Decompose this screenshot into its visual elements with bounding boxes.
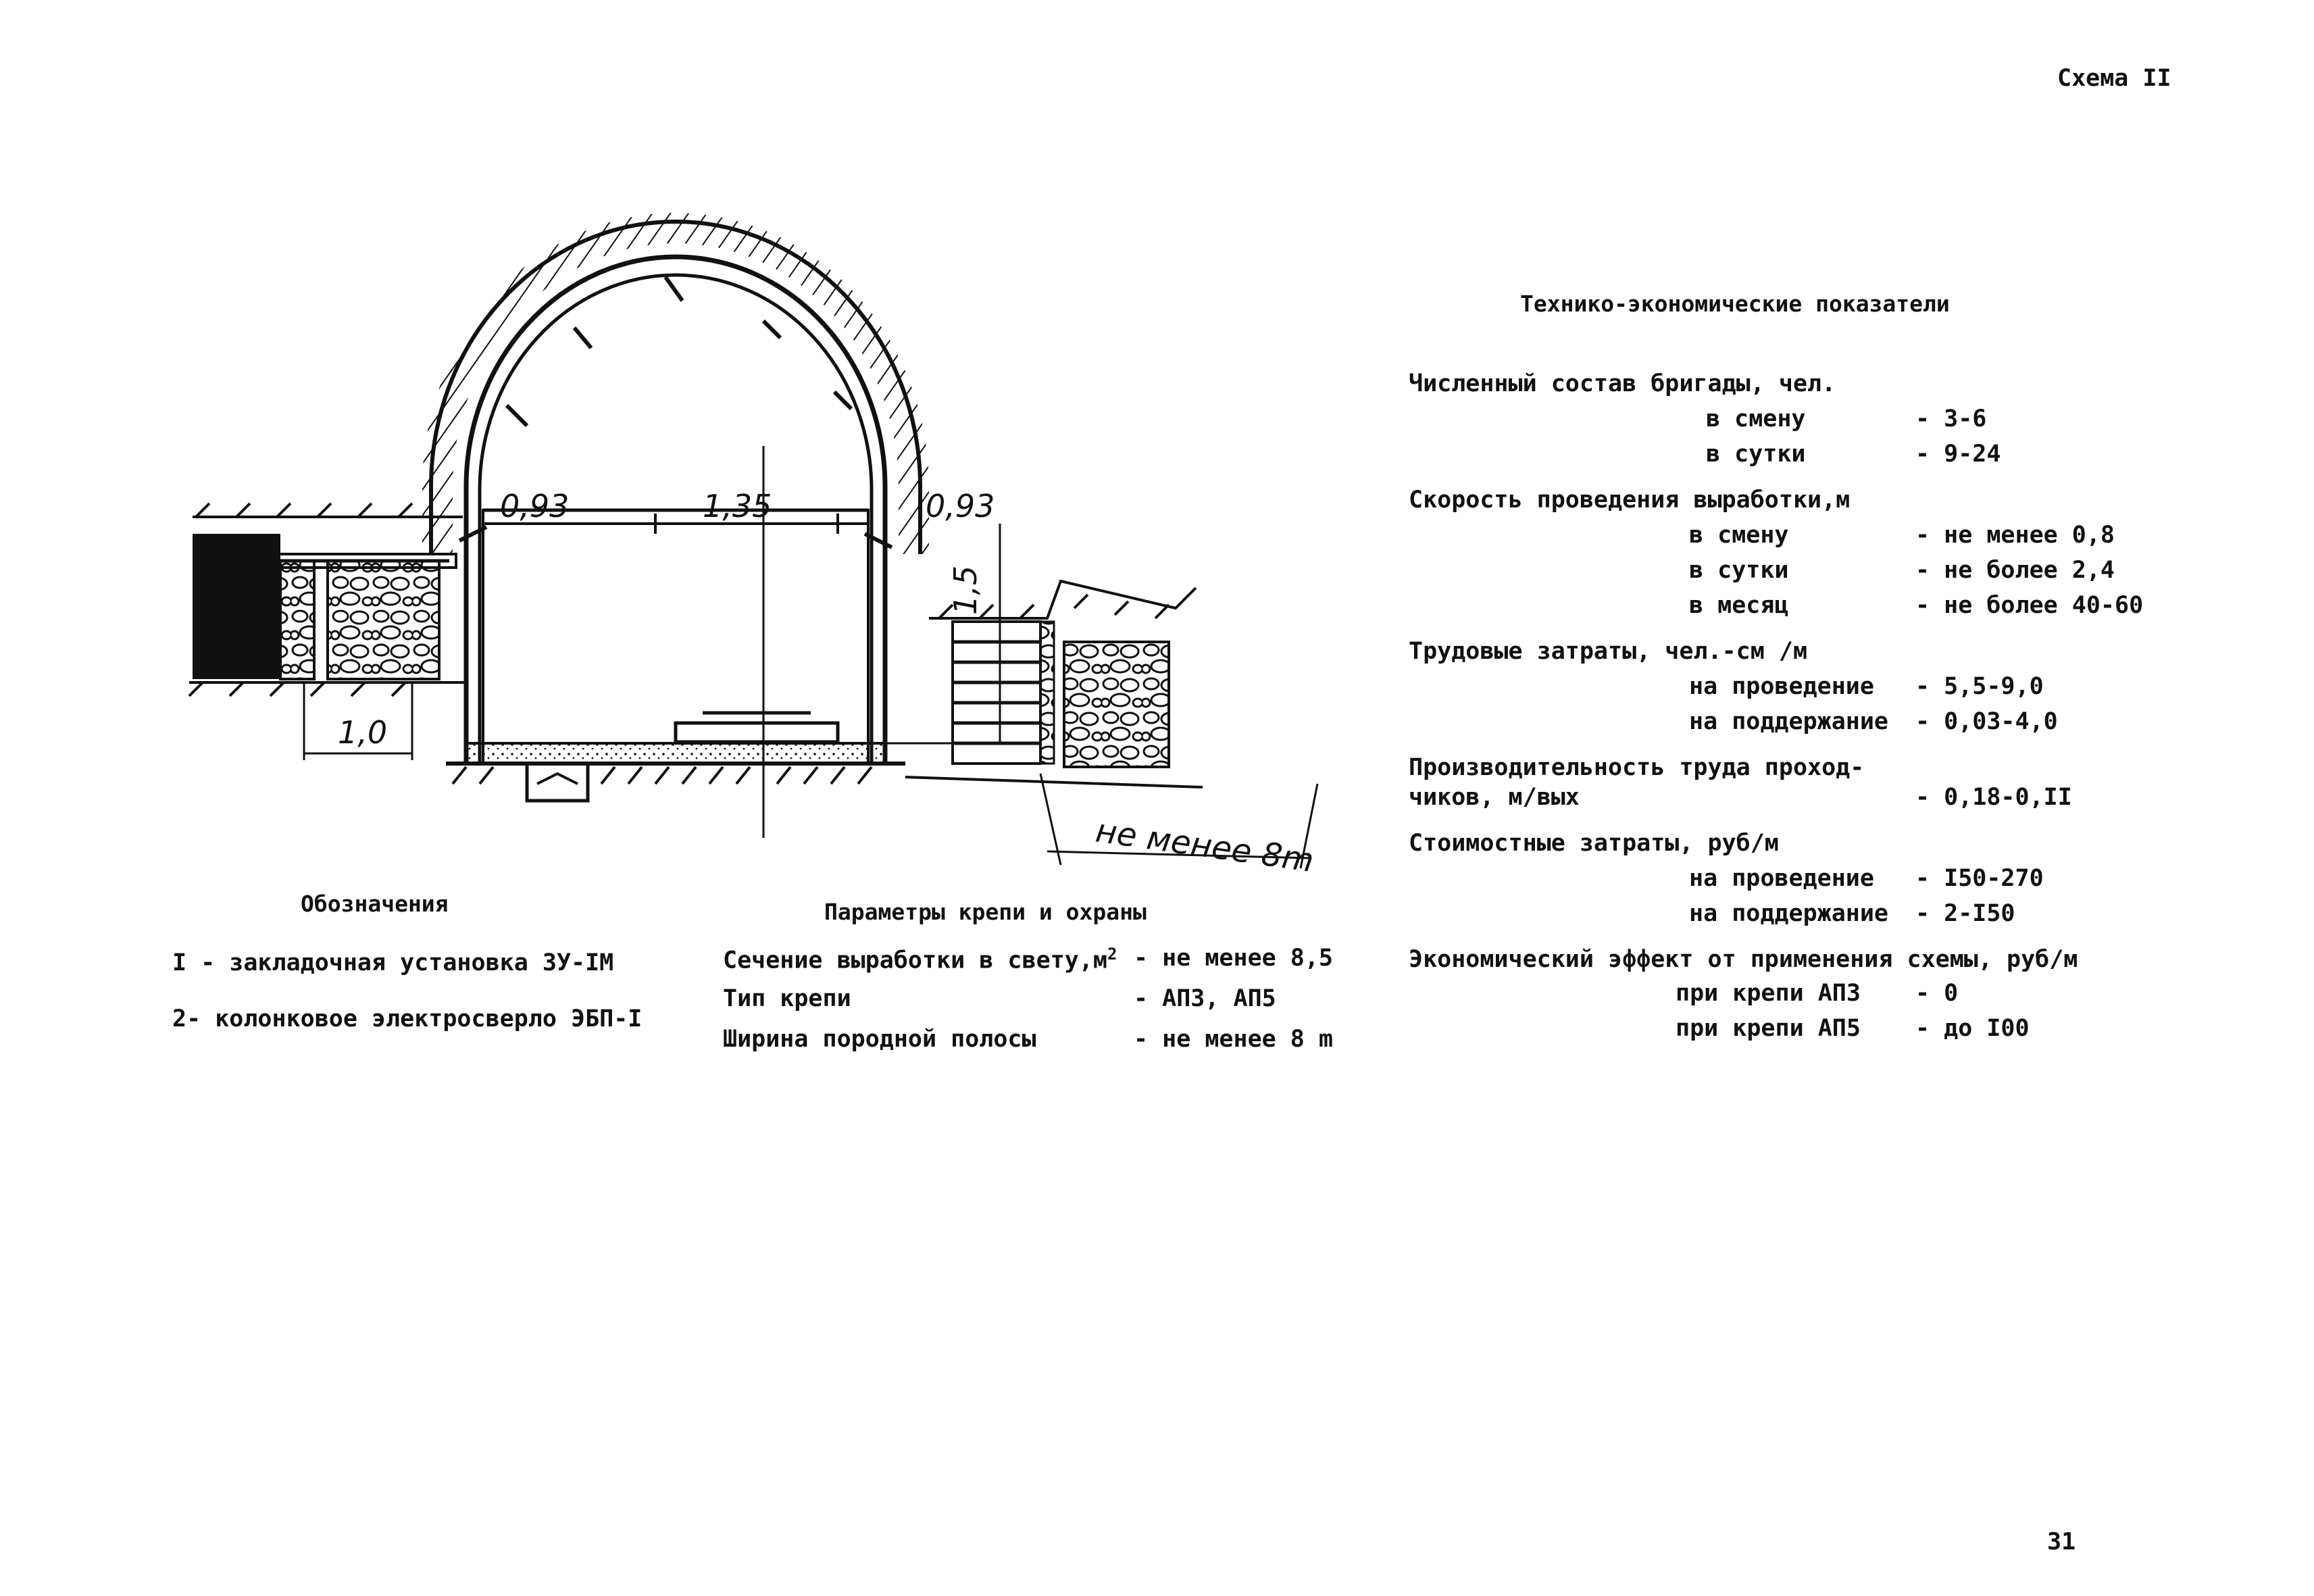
indicator-heading-effect: Экономический эффект от применения схемы, руб/м	[1409, 946, 2078, 973]
indicator-heading-cost: Стоимостные затраты, руб/м	[1409, 830, 1779, 857]
indicator-value: - 0,18-0,II	[1915, 784, 2072, 811]
indicator-heading-speed: Скорость проведения выработки,м	[1409, 487, 1851, 514]
indicator-value: - 5,5-9,0	[1915, 673, 2044, 700]
floor-hatching	[453, 767, 872, 784]
tunnel-cross-section-drawing	[169, 203, 1372, 892]
indicator-label: на проведение	[1689, 673, 1874, 700]
indicator-value: - не более 40-60	[1915, 592, 2144, 619]
indicator-label: на поддержание	[1689, 708, 1889, 735]
dim-height: 1,5	[947, 565, 984, 615]
legend-title: Обозначения	[301, 891, 449, 917]
indicator-value: - до I00	[1915, 1015, 2030, 1042]
indicator-label: на поддержание	[1689, 900, 1889, 927]
legend-item-1: I - закладочная установка ЗУ-IM	[172, 949, 614, 976]
dim-left-width: 1,0	[338, 714, 388, 751]
indicator-heading-crew: Численный состав бригады, чел.	[1409, 370, 1836, 397]
legend-item-2: 2- колонковое электросверло ЭБП-I	[172, 1005, 643, 1032]
dim-left: 0,93	[500, 488, 570, 524]
support-param-value-1: - не менее 8,5	[1134, 945, 1334, 972]
arch-rock-band	[422, 213, 929, 554]
dim-strip: не менее 8m	[1093, 812, 1316, 880]
indicator-label: при крепи АП5	[1676, 1015, 1861, 1042]
support-param-label-2: Тип крепи	[723, 985, 851, 1012]
support-param-value-2: - АПЗ, АП5	[1134, 985, 1276, 1012]
indicator-value: - 0,03-4,0	[1915, 708, 2058, 735]
indicator-value: - не менее 0,8	[1915, 522, 2115, 549]
indicator-label: в смену	[1706, 405, 1806, 432]
indicator-heading-labor: Трудовые затраты, чел.-см /м	[1409, 638, 1808, 665]
indicator-label: на проведение	[1689, 865, 1874, 892]
rail-trolley	[676, 723, 838, 742]
indicator-value: - не более 2,4	[1915, 557, 2115, 584]
indicator-label: в месяц	[1689, 592, 1789, 619]
indicator-value: - 3-6	[1915, 405, 1987, 432]
indicator-label: в сутки	[1706, 441, 1806, 468]
indicator-label: при крепи АПЗ	[1676, 980, 1861, 1007]
support-param-label-3: Ширина породной полосы	[723, 1026, 1036, 1053]
page-number: 31	[2047, 1528, 2076, 1555]
indicator-heading-productivity: Производительность труда проход-	[1409, 754, 1865, 781]
scheme-label: Схема II	[2057, 65, 2171, 92]
support-params-title: Параметры крепи и охраны	[824, 899, 1147, 925]
floor-ballast	[466, 743, 885, 764]
left-rubble-strip	[328, 561, 439, 679]
drain-channel	[527, 764, 588, 801]
dim-right: 0,93	[926, 488, 995, 524]
right-rubble-strip	[1064, 642, 1169, 767]
backfill-unit-block	[193, 534, 280, 679]
indicator-label: в смену	[1689, 522, 1789, 549]
indicators-title: Технико-экономические показатели	[1520, 291, 1950, 317]
support-param-value-3: - не менее 8 m	[1134, 1026, 1334, 1053]
indicator-value: - 9-24	[1915, 441, 2001, 468]
dim-center: 1,35	[703, 488, 772, 524]
indicator-value: - 2-I50	[1915, 900, 2015, 927]
indicator-label: в сутки	[1689, 557, 1789, 584]
indicator-value: - I50-270	[1915, 865, 2044, 892]
support-param-label-1: Сечение выработки в $свету,м^2$	[723, 945, 1117, 974]
indicator-heading-productivity-2: чиков, м/вых	[1409, 784, 1580, 811]
indicator-value: - 0	[1915, 980, 1959, 1007]
